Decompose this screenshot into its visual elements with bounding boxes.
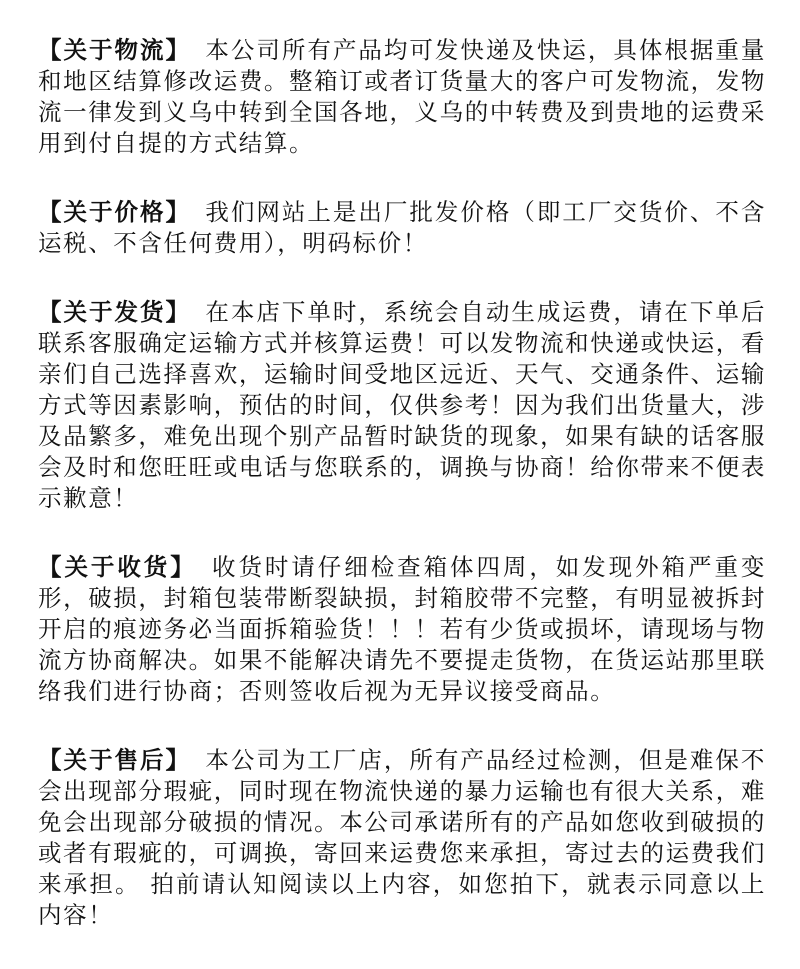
- section-body: 在本店下单时，系统会自动生成运费，请在下单后联系客服确定运输方式并核算运费！可以发物流和快递或快运，看亲们自己选择喜欢，运输时间受地区远近、天气、交通条件、运输方式等因素影响，预估的时间，仅供参考！因为我们出货量大，涉及品繁多，难免出现个别产品暂时缺货的现象，如果有缺的话客服会及时和您旺旺或电话与您联系的，调换与协商！给你带来不便表示歉意！: [38, 298, 766, 512]
- section-body: 收货时请仔细检查箱体四周，如发现外箱严重变形，破损，封箱包装带断裂缺损，封箱胶带不完整，有明显被拆封开启的痕迹务必当面拆箱验货！！！若有少货或损坏，请现场与物流方协商解决。如果不能解决请先不要提走货物，在货运站那里联络我们进行协商；否则签收后视为无异议接受商品。: [38, 553, 766, 705]
- bracket-open: 【: [38, 36, 64, 64]
- section-shipping: [38, 297, 766, 514]
- bracket-close: 】: [165, 298, 191, 326]
- bracket-open: 【: [38, 746, 64, 774]
- section-body: 本公司为工厂店，所有产品经过检测，但是难保不会出现部分瑕疵，同时现在物流快递的暴力运输也有很大关系，难免会出现部分破损的情况。本公司承诺所有的产品如您收到破损的或者有瑕疵的，可调换，寄回来运费您来承担，寄过去的运费我们来承担。 拍前请认知阅读以上内容，如您拍下，就表示同意以上内容！: [38, 746, 766, 929]
- section-heading: 关于收货: [64, 553, 171, 581]
- bracket-close: 】: [170, 553, 197, 581]
- bracket-open: 【: [38, 553, 65, 581]
- bracket-open: 【: [38, 198, 64, 226]
- bracket-open: 【: [38, 298, 64, 326]
- bracket-close: 】: [165, 198, 191, 226]
- section-heading: 关于价格: [63, 198, 166, 226]
- policy-document: [38, 35, 766, 969]
- section-body: 我们网站上是出厂批发价格（即工厂交货价、不含运税、不含任何费用），明码标价！: [38, 198, 766, 257]
- section-heading: 关于物流: [63, 36, 166, 64]
- section-heading: 关于售后: [63, 746, 166, 774]
- section-heading: 关于发货: [63, 298, 166, 326]
- section-after-sales: [38, 745, 766, 931]
- section-pricing: [38, 197, 766, 259]
- bracket-close: 】: [165, 746, 191, 774]
- bracket-close: 】: [165, 36, 191, 64]
- section-body: 本公司所有产品均可发快递及快运，具体根据重量和地区结算修改运费。整箱订或者订货量大的客户可发物流，发物流一律发到义乌中转到全国各地，义乌的中转费及到贵地的运费采用到付自提的方式结算。: [38, 36, 766, 157]
- section-receiving: [38, 552, 766, 707]
- section-logistics: [38, 35, 766, 159]
